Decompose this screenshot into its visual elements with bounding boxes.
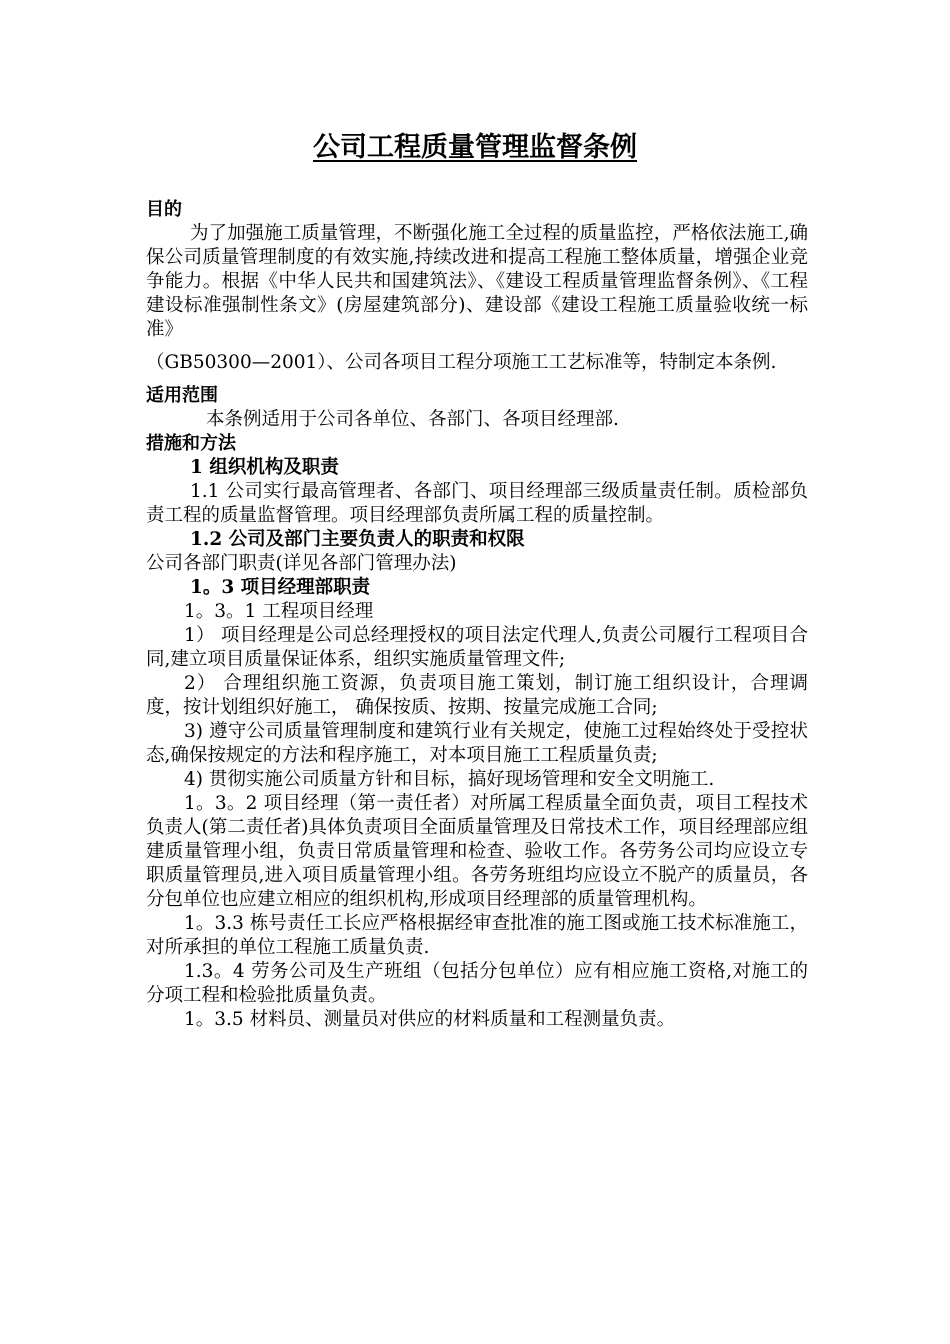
section-1-3-1-paragraph: 1。3。1 工程项目经理 bbox=[184, 601, 374, 622]
scope-paragraph: 本条例适用于公司各单位、各部门、各项目经理部. bbox=[206, 409, 619, 430]
section-1-2-paragraph: 公司各部门职责(详见各部门管理办法) bbox=[146, 553, 457, 574]
section-1-1-paragraph: 1.1 公司实行最高管理者、各部门、项目经理部三级质量责任制。质检部负责工程的质量监督管理。项目经理部负责所属工程的质量控制。 bbox=[146, 481, 808, 526]
section-1-3-2-paragraph: 1。3。2 项目经理（第一责任者）对所属工程质量全面负责，项目工程技术负责人(第二责任者)具体负责项目全面质量管理及日常技术工作，项目经理部应组建质量管理小组，负责日常质量管理和检查、验收工作。各劳务公司均应设立专职质量管理员,进入项目质量管理小组。各劳务班组均应设立不脱产的质量员，各分包单位也应建立相应的组织机构,形成项目经理部的质量管理机构。 bbox=[146, 793, 808, 910]
list-item-3: 3) 遵守公司质量管理制度和建筑行业有关规定，使施工过程始终处于受控状态,确保按规定的方法和程序施工，对本项目施工工程质量负责; bbox=[146, 721, 808, 766]
purpose-paragraph: 为了加强施工质量管理，不断强化施工全过程的质量监控，严格依法施工,确保公司质量管理制度的有效实施,持续改进和提高工程施工整体质量，增强企业竞争能力。根据《中华人民共和国建筑法》、《建设工程质量管理监督条例》、《工程建设标准强制性条文》(房屋建筑部分)、建设部《建设工程施工质量验收统一标准》 bbox=[146, 223, 808, 340]
list-item-2: 2） 合理组织施工资源，负责项目施工策划，制订施工组织设计，合理调度，按计划组织好施工， 确保按质、按期、按量完成施工合同; bbox=[146, 673, 808, 718]
list-item-4: 4) 贯彻实施公司质量方针和目标，搞好现场管理和安全文明施工. bbox=[184, 769, 715, 790]
purpose-paragraph-continued: （GB50300—2001）、公司各项目工程分项施工工艺标准等，特制定本条例. bbox=[146, 352, 777, 373]
section-1-3-4-paragraph: 1.3。4 劳务公司及生产班组（包括分包单位）应有相应施工资格,对施工的分项工程和检验批质量负责。 bbox=[146, 961, 808, 1006]
section-1-heading: 1 组织机构及职责 bbox=[190, 457, 339, 478]
section-1-3-3-paragraph: 1。3.3 栋号责任工长应严格根据经审查批准的施工图或施工技术标准施工，对所承担的单位工程施工质量负责. bbox=[146, 913, 808, 958]
document-title: 公司工程质量管理监督条例 bbox=[313, 132, 637, 163]
section-1-3-heading: 1。3 项目经理部职责 bbox=[190, 577, 371, 598]
measures-heading: 措施和方法 bbox=[146, 433, 236, 454]
section-1-3-5-paragraph: 1。3.5 材料员、测量员对供应的材料质量和工程测量负责。 bbox=[184, 1009, 676, 1030]
document-body bbox=[146, 198, 808, 1032]
list-item-1: 1） 项目经理是公司总经理授权的项目法定代理人,负责公司履行工程项目合同,建立项目质量保证体系，组织实施质量管理文件; bbox=[146, 625, 808, 670]
purpose-heading: 目的 bbox=[146, 199, 182, 220]
scope-heading: 适用范围 bbox=[146, 385, 218, 406]
section-1-2-heading: 1.2 公司及部门主要负责人的职责和权限 bbox=[190, 529, 525, 550]
